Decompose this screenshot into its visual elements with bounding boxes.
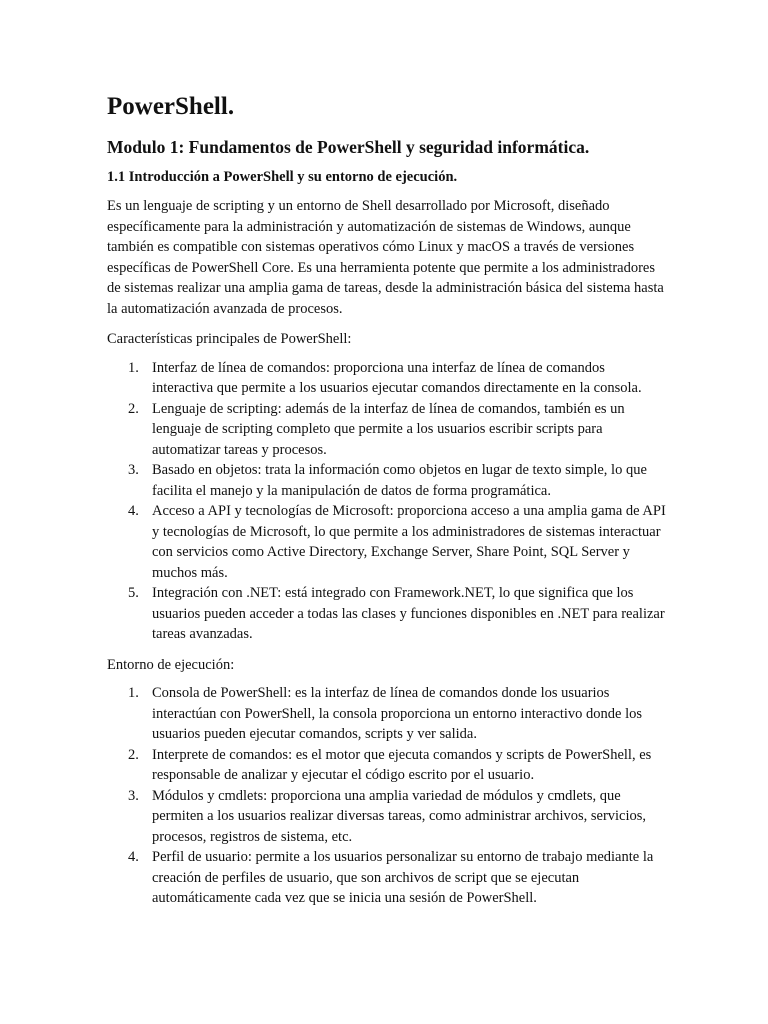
- list-item-text: Integración con .NET: está integrado con Framework.NET, lo que significa que los usuarios pueden acceder a todas las clases y funciones disponibles en .NET para realizar tareas avanzadas.: [152, 585, 665, 642]
- list-item-text: Consola de PowerShell: es la interfaz de línea de comandos donde los usuarios interactúan con PowerShell, la consola proporciona un entorno interactivo donde los usuarios pueden ejecutar comandos, scripts y ver salida.: [152, 685, 643, 742]
- list-item-text: Lenguaje de scripting: además de la interfaz de línea de comandos, también es un lenguaje de scripting completo que permite a los usuarios escribir scripts para automatizar tareas y procesos.: [152, 400, 625, 458]
- list-item: [107, 683, 667, 745]
- document-content: [107, 92, 667, 909]
- list-item-number: 3.: [128, 787, 139, 804]
- list-item-text: Interprete de comandos: es el motor que ejecuta comandos y scripts de PowerShell, es responsable de analizar y ejecutar el código escrito por el usuario.: [152, 746, 652, 783]
- list-item-number: 4.: [128, 849, 139, 865]
- list-item-text: Basado en objetos: trata la información como objetos en lugar de texto simple, lo que facilita el manejo y la manipulación de datos de forma programática.: [152, 462, 647, 499]
- features-list: [107, 358, 667, 645]
- list-item: [107, 745, 667, 786]
- list-item-number: 3.: [128, 462, 139, 478]
- list-item-number: 5.: [128, 585, 139, 601]
- intro-paragraph: Es un lenguaje de scripting y un entorno de Shell desarrollado por Microsoft, diseñado específicamente para la administración y automatización de sistemas de Windows, aunque también es compatible con sistemas operativos cómo Linux y macOS a través de versiones específicas de PowerShell Core. Es una herramienta potente que permite a los administradores de sistemas realizar una amplia gama de tareas, desde la administración básica del sistema hasta la automatización avanzada de procesos.: [107, 198, 664, 317]
- list-item-number: 2.: [128, 746, 139, 763]
- list-item-text: Acceso a API y tecnologías de Microsoft: proporciona acceso a una amplia gama de API y tecnologías de Microsoft, lo que permite a los administradores de sistemas interactuar con servicios como Active Directory, Exchange Server, Share Point, SQL Server y muchos más.: [152, 503, 666, 581]
- list-item: [107, 460, 667, 501]
- list-item: [107, 786, 667, 848]
- list-item-text: Perfil de usuario: permite a los usuarios personalizar su entorno de trabajo mediante la creación de perfiles de usuario, que son archivos de script que se ejecutan automáticamente cada vez que se inicia una sesión de PowerShell.: [152, 849, 654, 906]
- list-item-text: Módulos y cmdlets: proporciona una amplia variedad de módulos y cmdlets, que permiten a los usuarios realizar diversas tareas, como administrar archivos, servicios, procesos, registros de sistema, etc.: [152, 787, 647, 845]
- environment-list: [107, 683, 667, 909]
- list-item-number: 2.: [128, 400, 139, 417]
- features-heading: Características principales de PowerShell:: [107, 331, 352, 347]
- list-item: [107, 358, 667, 399]
- list-item-text: Interfaz de línea de comandos: proporciona una interfaz de línea de comandos interactiva que permite a los usuarios ejecutar comandos directamente en la consola.: [152, 359, 642, 396]
- module-title: Modulo 1: Fundamentos de PowerShell y seguridad informática.: [107, 137, 590, 157]
- list-item: [107, 399, 667, 461]
- list-item-number: 1.: [128, 685, 139, 701]
- list-item-number: 1.: [128, 359, 139, 376]
- list-item-number: 4.: [128, 503, 139, 519]
- list-item: [107, 583, 667, 645]
- document-title: PowerShell.: [107, 93, 235, 120]
- list-item: [107, 501, 667, 583]
- list-item: [107, 847, 667, 909]
- environment-heading: Entorno de ejecución:: [107, 656, 235, 673]
- section-title: 1.1 Introducción a PowerShell y su entorno de ejecución.: [107, 169, 458, 185]
